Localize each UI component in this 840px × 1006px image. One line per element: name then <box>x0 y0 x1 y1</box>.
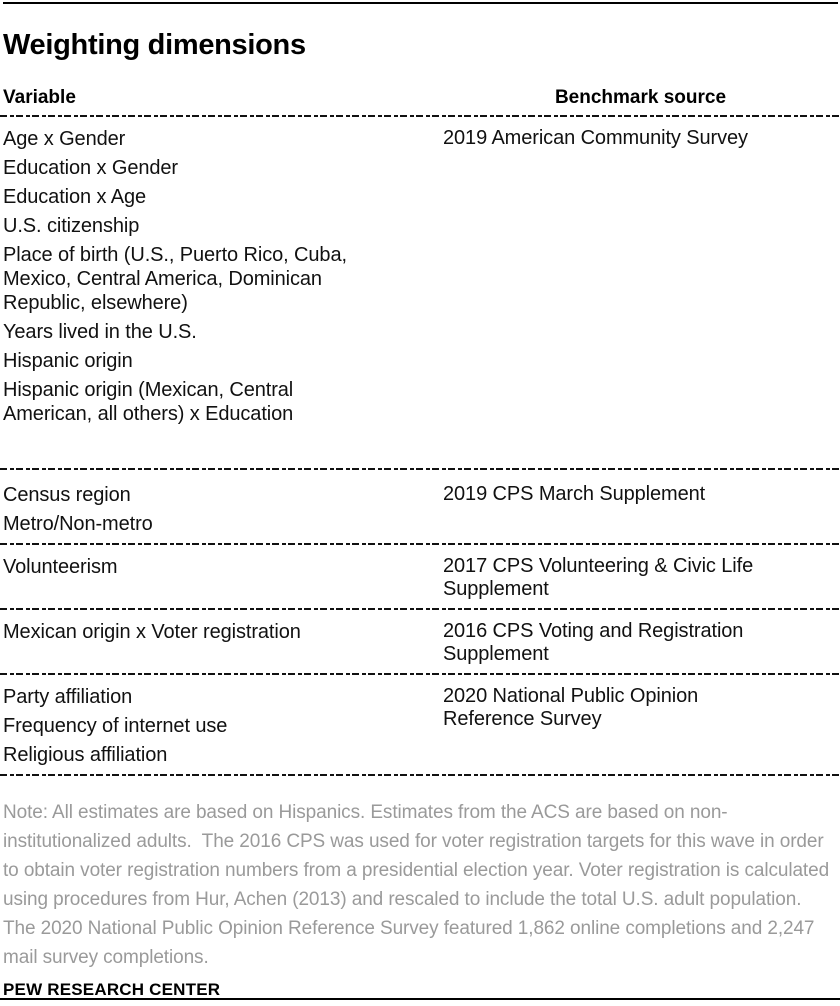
variable-item: Education x Age <box>3 186 147 208</box>
variable-item: Place of birth (U.S., Puerto Rico, Cuba, Mexico, Central America, Dominican Republic, elsewhere) <box>3 244 347 314</box>
benchmark-source-cell <box>443 555 838 601</box>
variables-cell <box>3 127 443 426</box>
benchmark-source-cell <box>443 620 838 666</box>
variable-item: Hispanic origin (Mexican, Central American, all others) x Education <box>3 379 294 425</box>
table-row-group <box>3 545 838 608</box>
report-table-figure <box>0 2 840 1001</box>
variable-item: Census region <box>3 484 131 506</box>
variable-item: Frequency of internet use <box>3 715 228 737</box>
column-header-benchmark-source: Benchmark source <box>554 87 727 108</box>
benchmark-source-text: 2019 American Community Survey <box>443 127 748 149</box>
benchmark-source-text: 2020 National Public Opinion Reference Survey <box>443 685 699 730</box>
table-row-group <box>3 675 838 774</box>
variable-item: Religious affiliation <box>3 744 168 766</box>
table-header-row <box>3 87 838 115</box>
benchmark-source-cell <box>443 685 838 767</box>
variable-item: Mexican origin x Voter registration <box>3 621 301 643</box>
variable-item: Education x Gender <box>3 157 178 179</box>
benchmark-source-cell <box>443 483 838 536</box>
variable-item: Hispanic origin <box>3 350 133 372</box>
variable-item: Metro/Non-metro <box>3 513 153 535</box>
variables-cell <box>3 483 443 536</box>
variables-cell <box>3 620 443 666</box>
variables-cell <box>3 685 443 767</box>
variable-item: U.S. citizenship <box>3 215 140 237</box>
table-row-group <box>3 610 838 673</box>
figure-title: Weighting dimensions <box>3 29 306 61</box>
variable-item: Age x Gender <box>3 128 126 150</box>
table-row-group <box>3 470 838 543</box>
variable-item: Volunteerism <box>3 556 118 578</box>
benchmark-source-cell <box>443 127 838 426</box>
top-rule <box>3 2 838 4</box>
benchmark-source-text: 2016 CPS Voting and Registration Supplement <box>443 620 744 665</box>
variables-cell <box>3 555 443 601</box>
variable-item: Years lived in the U.S. <box>3 321 197 343</box>
benchmark-source-text: 2019 CPS March Supplement <box>443 483 706 505</box>
variable-item: Party affiliation <box>3 686 133 708</box>
source-org-label: PEW RESEARCH CENTER <box>3 980 221 999</box>
note-text: Note: All estimates are based on Hispanics. Estimates from the ACS are based on non-institutionalized adults. The 2016 CPS was used for voter registration targets for this wave in order to obtain voter registration numbers from a presidential election year. Voter registration is calculated using procedures from Hur, Achen (2013) and rescaled to include the total U.S. adult population. The 2020 National Public Opinion Reference Survey featured 1,862 online completions and 2,247 mail survey completions. <box>3 802 835 968</box>
table-body <box>3 117 838 776</box>
table-row-group <box>3 117 838 468</box>
column-header-variable: Variable <box>3 87 76 108</box>
bottom-rule <box>0 998 840 1000</box>
benchmark-source-text: 2017 CPS Volunteering & Civic Life Supplement <box>443 555 754 600</box>
row-divider <box>0 774 840 776</box>
